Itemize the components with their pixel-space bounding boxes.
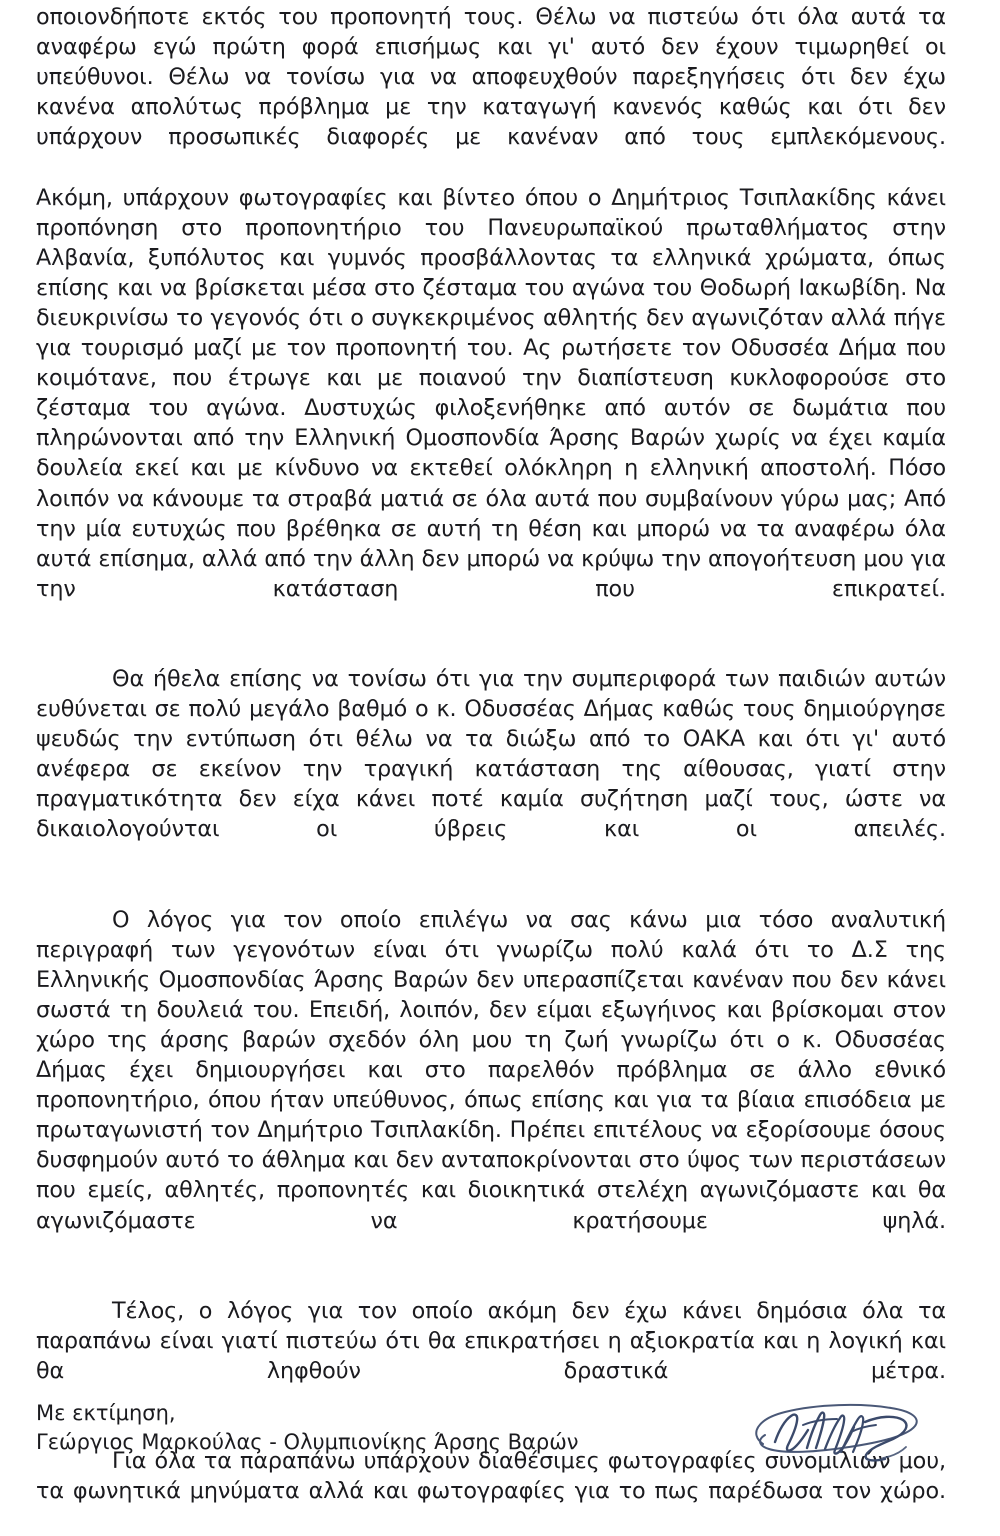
paragraph-photos-video: Ακόμη, υπάρχουν φωτογραφίες και βίντεο όπου ο Δημήτριος Τσιπλακίδης κάνει προπόνηση στο προπονητήριο του Πανευρωπαϊκού πρωταθλήματος στην Αλβανία, ξυπόλυτος και γυμνός προσβάλλοντας τα ελληνικά χρώματα, όπως επίσης και να βρίσκεται μέσα στο ζέσταμα του αγώνα του Θοδωρή Ιακωβίδη. Να διευκρινίσω το γεγονός ότι ο συγκεκριμένος αθλητής δεν αγωνιζόταν αλλά πήγε για τουρισμό μαζί με τον προπονητή του. Ας ρωτήσετε τον Οδυσσέα Δήμα που κοιμότανε, που έτρωγε και με ποιανού την διαπίστευση κυκλοφορούσε στο ζέσταμα του αγώνα. Δυστυχώς φιλοξενήθηκε από αυτόν σε δωμάτια που πληρώνονται από την Ελληνική Ομοσπονδία Άρσης Βαρών χωρίς να έχει καμία δουλεία εκεί και με κίνδυνο να εκτεθεί ολόκληρη η ελληνική αποστολή. Πόσο λοιπόν να κάνουμε τα στραβά ματιά σε όλα αυτά που συμβαίνουν γύρω μας; Από την μία ευτυχώς που βρέθηκα σε αυτή τη θέση και μπορώ να τα αναφέρω όλα αυτά επίσημα, αλλά από την άλλη δεν μπορώ να κρύψω την απογοήτευση μου για την κατάσταση που επικρατεί. [36,184,946,602]
closing-salutation: Με εκτίμηση, [36,1401,176,1425]
paragraph-behaviour-responsibility: Θα ήθελα επίσης να τονίσω ότι για την συμπεριφορά των παιδιών αυτών ευθύνεται σε πολύ μεγάλο βαθμό ο κ. Οδυσσέας Δήμας καθώς τους δημιούργησε ψευδώς την εντύπωση ότι θέλω να τα διώξω από το ΟΑΚΑ και ότι γι' αυτό ανέφερα σε εκείνον την τραγική κατάσταση της αίθουσας, γιατί στην πραγματικότητα δεν είχα κάνει ποτέ καμία συζήτηση μαζί τους, ώστε να δικαιολογούνται οι ύβρεις και οι απειλές. [36,665,946,843]
paragraph-continuation: οποιονδήποτε εκτός του προπονητή τους. Θέλω να πιστεύω ότι όλα αυτά τα αναφέρω εγώ πρώτη φορά επισήμως και γι' αυτό δεν έχουν τιμωρηθεί οι υπεύθυνοι. Θέλω να τονίσω για να αποφευχθούν παρεξηγήσεις ότι δεν έχω κανένα απολύτως πρόβλημα με την καταγωγή κανενός καθώς και ότι δεν υπάρχουν προσωπικές διαφορές με κανέναν από τους εμπλεκόμενους. [36,4,946,151]
paragraph-available-evidence: Για όλα τα παραπάνω υπάρχουν διαθέσιμες φωτογραφίες συνομιλιών μου, τα φωνητικά μηνύματα αλλά και φωτογραφίες για το πως παρέδωσα τον χώρο. [36,1448,946,1505]
closing-block [36,1399,736,1457]
paragraph-reason-for-detail: Ο λόγος για τον οποίο επιλέγω να σας κάνω μια τόσο αναλυτική περιγραφή των γεγονότων είναι ότι γνωρίζω πολύ καλά ότι το Δ.Σ της Ελληνικής Ομοσπονδίας Άρσης Βαρών δεν υπερασπίζεται κανέναν που δεν κάνει σωστά τη δουλειά του. Επειδή, λοιπόν, δεν είμαι εξωγήινος και βρίσκομαι στον χώρο της άρσης βαρών σχεδόν όλη μου τη ζωή γνωρίζω ότι ο κ. Οδυσσέας Δήμας έχει δημιουργήσει και στο παρελθόν πρόβλημα σε άλλο εθνικό προπονητήριο, όπου ήταν υπεύθυνος, όπως επίσης και για τα βίαια επισόδεια με πρωταγωνιστή τον Δημήτριο Τσιπλακίδη. Πρέπει επιτέλους να εξορίσουμε όσους δυσφημούν αυτό το άθλημα και δεν ανταποκρίνονται στο ύψος των περιστάσεων που εμείς, αθλητές, προπονητές και διοικητικά στελέχη αγωνιζόμαστε και θα αγωνιζόμαστε να κρατήσουμε ψηλά. [36,906,946,1234]
handwritten-signature [745,1392,975,1482]
signature-icon [745,1392,975,1482]
document-body [36,2,946,1536]
paragraph-conclusion: Τέλος, ο λόγος για τον οποίο ακόμη δεν έχω κάνει δημόσια όλα τα παραπάνω είναι γιατί πιστεύω ότι θα επικρατήσει η αξιοκρατία και η λογική και θα ληφθούν δραστικά μέτρα. [36,1297,946,1384]
signer-name: Γεώργιος Μαρκούλας - Ολυμπιονίκης Άρσης Βαρών [36,1430,579,1454]
